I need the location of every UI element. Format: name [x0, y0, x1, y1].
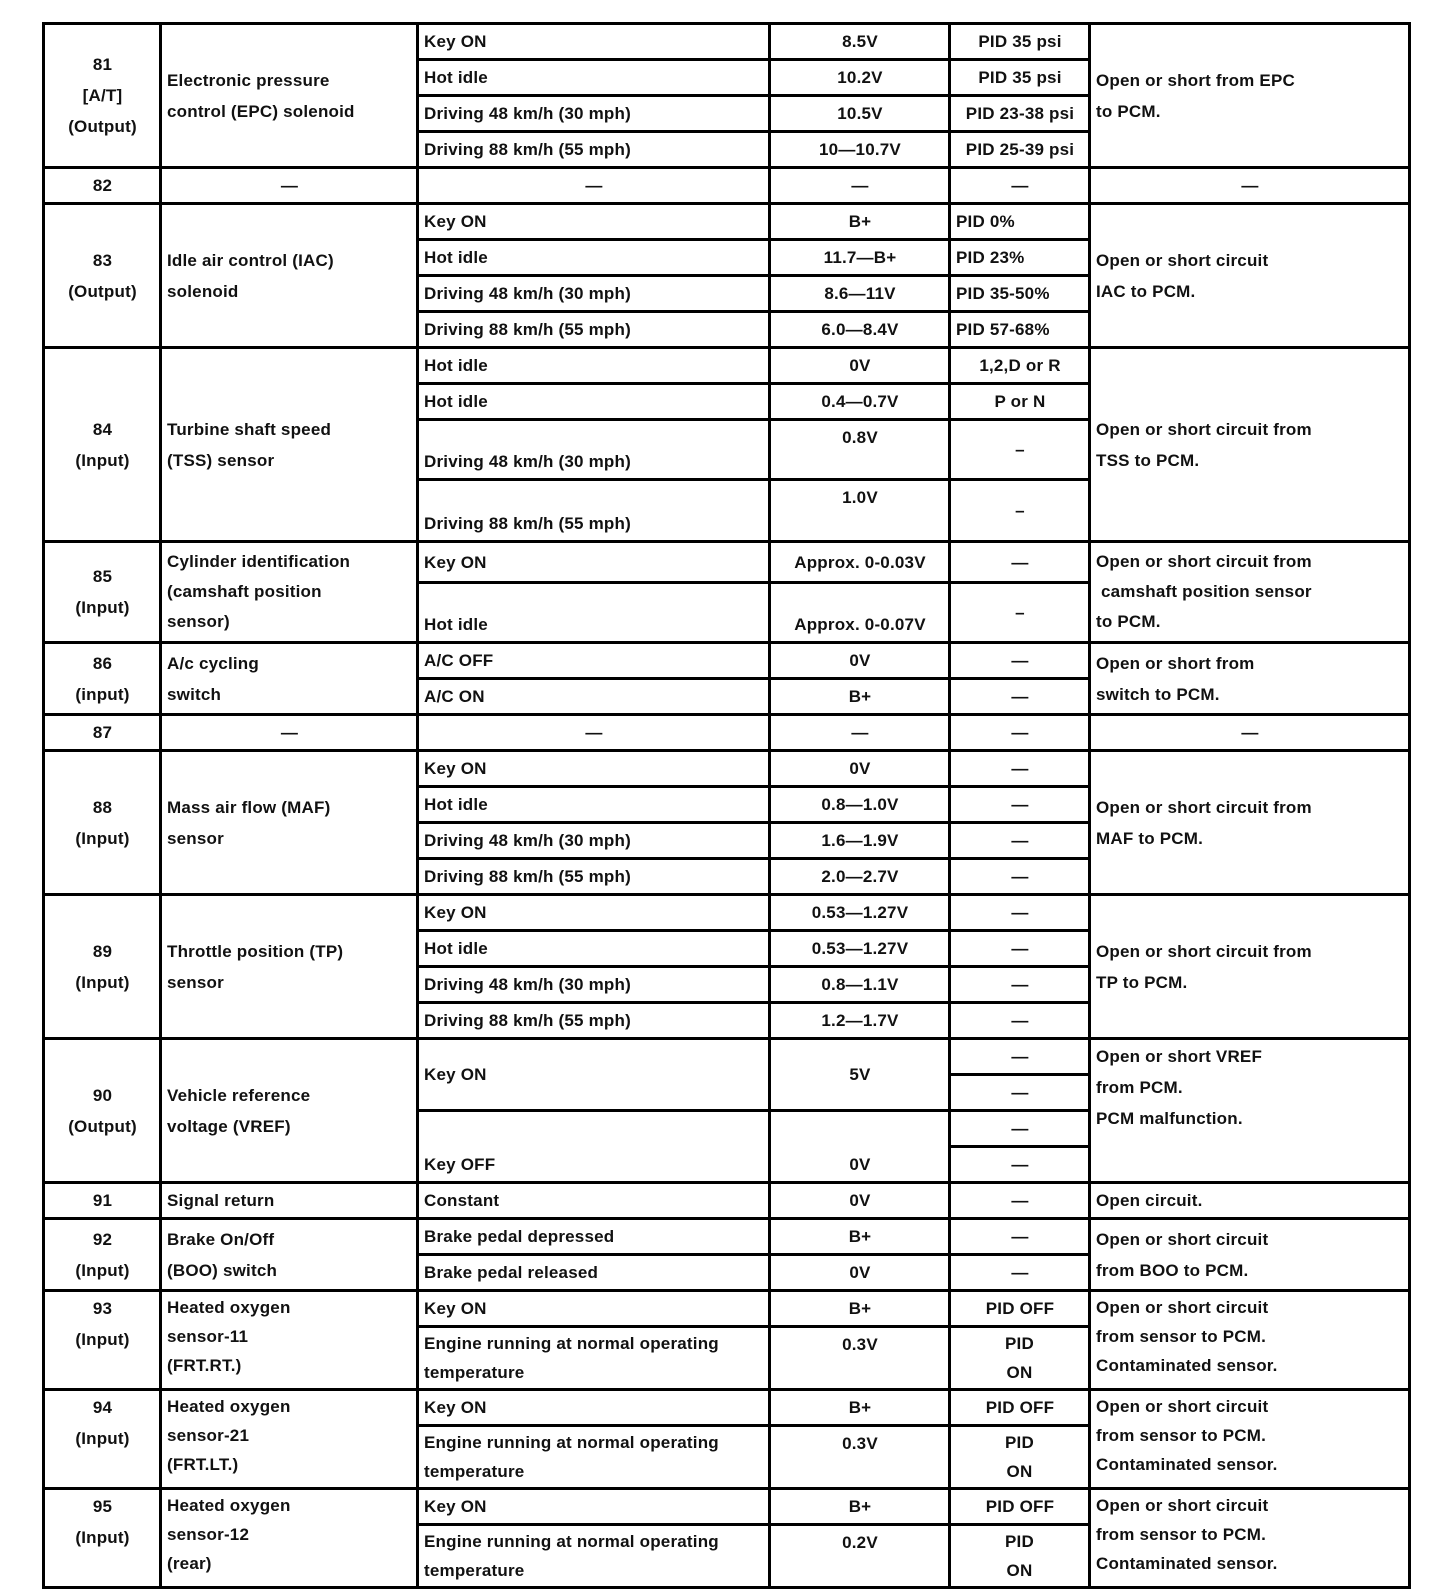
voltage: B+ — [770, 204, 950, 240]
condition: Engine running at normal operating temperature — [418, 1426, 770, 1489]
condition: Hot idle — [418, 787, 770, 823]
condition: Key ON — [418, 1489, 770, 1525]
voltage: 0V — [770, 348, 950, 384]
pid-value: — — [950, 1219, 1090, 1255]
condition: Key ON — [418, 751, 770, 787]
voltage: B+ — [770, 1219, 950, 1255]
voltage: 1.0V — [770, 480, 950, 542]
condition: Driving 48 km/h (30 mph) — [418, 96, 770, 132]
table-row — [44, 348, 1410, 384]
table-row — [44, 1390, 1410, 1426]
pid-value: — — [950, 823, 1090, 859]
pid-value: PID ON — [950, 1525, 1090, 1588]
remark: Open or short circuit from sensor to PCM. Contaminated sensor. — [1090, 1489, 1410, 1588]
terminal-name: Brake On/Off (BOO) switch — [161, 1219, 418, 1291]
remark: Open or short circuit from TSS to PCM. — [1090, 348, 1410, 542]
condition: Driving 88 km/h (55 mph) — [418, 859, 770, 895]
voltage: B+ — [770, 679, 950, 715]
pin-number: 90 (Output) — [44, 1039, 161, 1183]
voltage: 0V — [770, 643, 950, 679]
voltage: 6.0—8.4V — [770, 312, 950, 348]
voltage: 0.3V — [770, 1426, 950, 1489]
voltage: 0.8V — [770, 420, 950, 480]
condition: Key ON — [418, 542, 770, 583]
voltage: 2.0—2.7V — [770, 859, 950, 895]
condition: Driving 48 km/h (30 mph) — [418, 276, 770, 312]
pid-value: — — [950, 859, 1090, 895]
pid-value: — — [950, 1075, 1090, 1111]
remark: Open or short circuit IAC to PCM. — [1090, 204, 1410, 348]
pin-number: 95 (Input) — [44, 1489, 161, 1588]
voltage: 8.6—11V — [770, 276, 950, 312]
voltage: 0.8—1.1V — [770, 967, 950, 1003]
pin-number: 87 — [44, 715, 161, 751]
terminal-name: Signal return — [161, 1183, 418, 1219]
condition: Engine running at normal operating temperature — [418, 1327, 770, 1390]
voltage: 10—10.7V — [770, 132, 950, 168]
pin-number: 92 (Input) — [44, 1219, 161, 1291]
pid-value: PID 25-39 psi — [950, 132, 1090, 168]
voltage: B+ — [770, 1291, 950, 1327]
condition: Key ON — [418, 895, 770, 931]
table-row — [44, 204, 1410, 240]
pid-value: — — [950, 542, 1090, 583]
pid-value: — — [950, 643, 1090, 679]
terminal-name: A/c cycling switch — [161, 643, 418, 715]
condition: Hot idle — [418, 240, 770, 276]
voltage: 0V — [770, 751, 950, 787]
pid-value: – — [950, 480, 1090, 542]
pin-number: 84 (Input) — [44, 348, 161, 542]
pid-value: – — [950, 583, 1090, 643]
pid-value: — — [950, 1111, 1090, 1147]
terminal-name: Turbine shaft speed (TSS) sensor — [161, 348, 418, 542]
voltage: 5V — [770, 1039, 950, 1111]
remark: Open or short VREF from PCM. PCM malfunction. — [1090, 1039, 1410, 1183]
table-row — [44, 1183, 1410, 1219]
voltage: — — [770, 168, 950, 204]
condition: Brake pedal depressed — [418, 1219, 770, 1255]
voltage: — — [770, 715, 950, 751]
pin-number: 94 (Input) — [44, 1390, 161, 1489]
pin-number: 93 (Input) — [44, 1291, 161, 1390]
voltage: 0.4—0.7V — [770, 384, 950, 420]
condition: Brake pedal released — [418, 1255, 770, 1291]
voltage: 0.8—1.0V — [770, 787, 950, 823]
voltage: 1.6—1.9V — [770, 823, 950, 859]
condition: Driving 88 km/h (55 mph) — [418, 132, 770, 168]
condition: Hot idle — [418, 348, 770, 384]
remark: Open or short circuit from MAF to PCM. — [1090, 751, 1410, 895]
pid-value: — — [950, 751, 1090, 787]
remark: Open or short circuit from BOO to PCM. — [1090, 1219, 1410, 1291]
table-row — [44, 542, 1410, 583]
voltage: 11.7—B+ — [770, 240, 950, 276]
voltage: B+ — [770, 1390, 950, 1426]
table-row — [44, 895, 1410, 931]
condition: Constant — [418, 1183, 770, 1219]
condition: A/C OFF — [418, 643, 770, 679]
voltage: 10.5V — [770, 96, 950, 132]
terminal-name: Throttle position (TP) sensor — [161, 895, 418, 1039]
voltage: 0V — [770, 1111, 950, 1183]
pid-value: — — [950, 1039, 1090, 1075]
pid-value: PID 23-38 psi — [950, 96, 1090, 132]
pin-number: 83 (Output) — [44, 204, 161, 348]
remark: Open circuit. — [1090, 1183, 1410, 1219]
condition: Driving 88 km/h (55 mph) — [418, 312, 770, 348]
pid-value: PID 35-50% — [950, 276, 1090, 312]
condition: Key ON — [418, 1291, 770, 1327]
voltage: 1.2—1.7V — [770, 1003, 950, 1039]
remark: — — [1090, 715, 1410, 751]
terminal-name: Cylinder identification (camshaft position sensor) — [161, 542, 418, 643]
pid-value: — — [950, 679, 1090, 715]
condition: Hot idle — [418, 583, 770, 643]
remark: Open or short circuit from sensor to PCM. Contaminated sensor. — [1090, 1291, 1410, 1390]
pid-value: PID 0% — [950, 204, 1090, 240]
pin-number: 89 (Input) — [44, 895, 161, 1039]
condition: A/C ON — [418, 679, 770, 715]
condition: Key ON — [418, 24, 770, 60]
condition: Key OFF — [418, 1111, 770, 1183]
terminal-name: Idle air control (IAC) solenoid — [161, 204, 418, 348]
voltage: 0.3V — [770, 1327, 950, 1390]
condition: Key ON — [418, 204, 770, 240]
pid-value: PID 23% — [950, 240, 1090, 276]
pid-value: PID ON — [950, 1426, 1090, 1489]
pid-value: P or N — [950, 384, 1090, 420]
terminal-name: — — [161, 168, 418, 204]
table-row — [44, 715, 1410, 751]
table-row — [44, 168, 1410, 204]
remark: Open or short circuit from camshaft position sensor to PCM. — [1090, 542, 1410, 643]
condition: — — [418, 715, 770, 751]
terminal-name: Heated oxygen sensor-21 (FRT.LT.) — [161, 1390, 418, 1489]
pid-value: — — [950, 1003, 1090, 1039]
pin-number: 81 [A/T] (Output) — [44, 24, 161, 168]
table-row — [44, 24, 1410, 60]
pid-value: — — [950, 1183, 1090, 1219]
pid-value: PID 57-68% — [950, 312, 1090, 348]
pid-value: PID OFF — [950, 1489, 1090, 1525]
pid-value: — — [950, 168, 1090, 204]
condition: Driving 88 km/h (55 mph) — [418, 1003, 770, 1039]
remark: Open or short circuit from TP to PCM. — [1090, 895, 1410, 1039]
terminal-name: Mass air flow (MAF) sensor — [161, 751, 418, 895]
condition: — — [418, 168, 770, 204]
table-row — [44, 1291, 1410, 1327]
remark: Open or short from switch to PCM. — [1090, 643, 1410, 715]
voltage: Approx. 0-0.07V — [770, 583, 950, 643]
terminal-name: Vehicle reference voltage (VREF) — [161, 1039, 418, 1183]
remark: — — [1090, 168, 1410, 204]
terminal-name: — — [161, 715, 418, 751]
condition: Key ON — [418, 1390, 770, 1426]
condition: Hot idle — [418, 60, 770, 96]
condition: Driving 48 km/h (30 mph) — [418, 420, 770, 480]
terminal-name: Electronic pressure control (EPC) solenoid — [161, 24, 418, 168]
remark: Open or short from EPC to PCM. — [1090, 24, 1410, 168]
voltage: B+ — [770, 1489, 950, 1525]
pin-number: 88 (Input) — [44, 751, 161, 895]
condition: Driving 88 km/h (55 mph) — [418, 480, 770, 542]
pid-value: — — [950, 1255, 1090, 1291]
voltage: 0.53—1.27V — [770, 895, 950, 931]
pid-value: — — [950, 1147, 1090, 1183]
pin-number: 85 (Input) — [44, 542, 161, 643]
table-row — [44, 1219, 1410, 1255]
table-row — [44, 643, 1410, 679]
voltage: 0.53—1.27V — [770, 931, 950, 967]
pid-value: PID OFF — [950, 1291, 1090, 1327]
pid-value: — — [950, 895, 1090, 931]
pin-number: 91 — [44, 1183, 161, 1219]
voltage: 0V — [770, 1255, 950, 1291]
condition: Key ON — [418, 1039, 770, 1111]
voltage: 0.2V — [770, 1525, 950, 1588]
voltage: 8.5V — [770, 24, 950, 60]
table-row — [44, 751, 1410, 787]
pcm-terminal-table-page — [42, 22, 1408, 1589]
voltage: 0V — [770, 1183, 950, 1219]
condition: Driving 48 km/h (30 mph) — [418, 823, 770, 859]
voltage: 10.2V — [770, 60, 950, 96]
pid-value: — — [950, 967, 1090, 1003]
pid-value: – — [950, 420, 1090, 480]
pid-value: 1,2,D or R — [950, 348, 1090, 384]
condition: Engine running at normal operating temperature — [418, 1525, 770, 1588]
terminal-name: Heated oxygen sensor-12 (rear) — [161, 1489, 418, 1588]
table-row — [44, 1489, 1410, 1525]
pid-value: — — [950, 715, 1090, 751]
pcm-terminal-voltage-table — [42, 22, 1411, 1589]
condition: Hot idle — [418, 931, 770, 967]
condition: Driving 48 km/h (30 mph) — [418, 967, 770, 1003]
table-row — [44, 1039, 1410, 1075]
pid-value: PID OFF — [950, 1390, 1090, 1426]
condition: Hot idle — [418, 384, 770, 420]
pid-value: — — [950, 787, 1090, 823]
pid-value: PID ON — [950, 1327, 1090, 1390]
pin-number: 86 (input) — [44, 643, 161, 715]
pid-value: PID 35 psi — [950, 24, 1090, 60]
pid-value: — — [950, 931, 1090, 967]
pin-number: 82 — [44, 168, 161, 204]
pid-value: PID 35 psi — [950, 60, 1090, 96]
terminal-name: Heated oxygen sensor-11 (FRT.RT.) — [161, 1291, 418, 1390]
voltage: Approx. 0-0.03V — [770, 542, 950, 583]
remark: Open or short circuit from sensor to PCM. Contaminated sensor. — [1090, 1390, 1410, 1489]
